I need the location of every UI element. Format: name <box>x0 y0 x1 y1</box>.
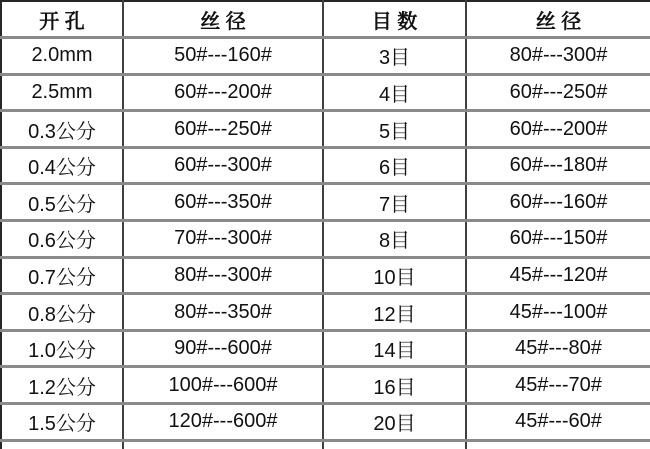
table-cell: 80#---350# <box>123 294 323 331</box>
table-cell: 70#---300# <box>123 221 323 258</box>
col-header-mesh-count: 目 数 <box>323 1 466 38</box>
table-cell: 5目 <box>323 111 466 148</box>
table-cell: 0.4公分 <box>1 147 123 184</box>
table-cell: 60#---250# <box>466 74 650 111</box>
table-row <box>1 330 650 367</box>
table-row <box>1 184 650 221</box>
table-cell: 3目 <box>323 38 466 75</box>
table-cell: 14目 <box>323 330 466 367</box>
table-cell: 1.5公分 <box>1 404 123 441</box>
table-row <box>1 257 650 294</box>
table-cell-empty <box>466 440 650 449</box>
table-cell: 10目 <box>323 257 466 294</box>
table-cell-empty <box>123 440 323 449</box>
table-cell: 8目 <box>323 221 466 258</box>
table-cell: 60#---200# <box>466 111 650 148</box>
table-cell-empty <box>323 440 466 449</box>
partial-row <box>1 440 650 449</box>
table-cell: 60#---160# <box>466 184 650 221</box>
table-cell: 12目 <box>323 294 466 331</box>
header-row <box>1 1 650 38</box>
table-cell: 60#---250# <box>123 111 323 148</box>
table-cell: 45#---120# <box>466 257 650 294</box>
table-body <box>1 38 650 449</box>
table-cell: 100#---600# <box>123 367 323 404</box>
table-cell: 0.5公分 <box>1 184 123 221</box>
table-cell: 2.5mm <box>1 74 123 111</box>
table-cell: 60#---350# <box>123 184 323 221</box>
table-cell-empty <box>1 440 123 449</box>
table-cell: 0.6公分 <box>1 221 123 258</box>
table-row <box>1 74 650 111</box>
table-cell: 45#---60# <box>466 404 650 441</box>
table-cell: 60#---150# <box>466 221 650 258</box>
col-header-opening: 开 孔 <box>1 1 123 38</box>
table-row <box>1 221 650 258</box>
table-cell: 45#---100# <box>466 294 650 331</box>
table-cell: 2.0mm <box>1 38 123 75</box>
table-row <box>1 38 650 75</box>
table-cell: 60#---300# <box>123 147 323 184</box>
table-cell: 6目 <box>323 147 466 184</box>
table-cell: 80#---300# <box>123 257 323 294</box>
table-cell: 16目 <box>323 367 466 404</box>
table-row <box>1 294 650 331</box>
table-cell: 1.0公分 <box>1 330 123 367</box>
table-cell: 45#---70# <box>466 367 650 404</box>
table-cell: 0.7公分 <box>1 257 123 294</box>
table-cell: 0.3公分 <box>1 111 123 148</box>
table-cell: 60#---200# <box>123 74 323 111</box>
table-cell: 1.2公分 <box>1 367 123 404</box>
table-cell: 120#---600# <box>123 404 323 441</box>
table-cell: 7目 <box>323 184 466 221</box>
table-row <box>1 367 650 404</box>
table-cell: 80#---300# <box>466 38 650 75</box>
table-row <box>1 111 650 148</box>
table-header <box>1 1 650 38</box>
table-cell: 90#---600# <box>123 330 323 367</box>
table-cell: 50#---160# <box>123 38 323 75</box>
table-row <box>1 147 650 184</box>
table-cell: 60#---180# <box>466 147 650 184</box>
table-cell: 0.8公分 <box>1 294 123 331</box>
col-header-wire-diameter-2: 丝 径 <box>466 1 650 38</box>
col-header-wire-diameter: 丝 径 <box>123 1 323 38</box>
table-row <box>1 404 650 441</box>
table-cell: 20目 <box>323 404 466 441</box>
table-cell: 45#---80# <box>466 330 650 367</box>
table-cell: 4目 <box>323 74 466 111</box>
